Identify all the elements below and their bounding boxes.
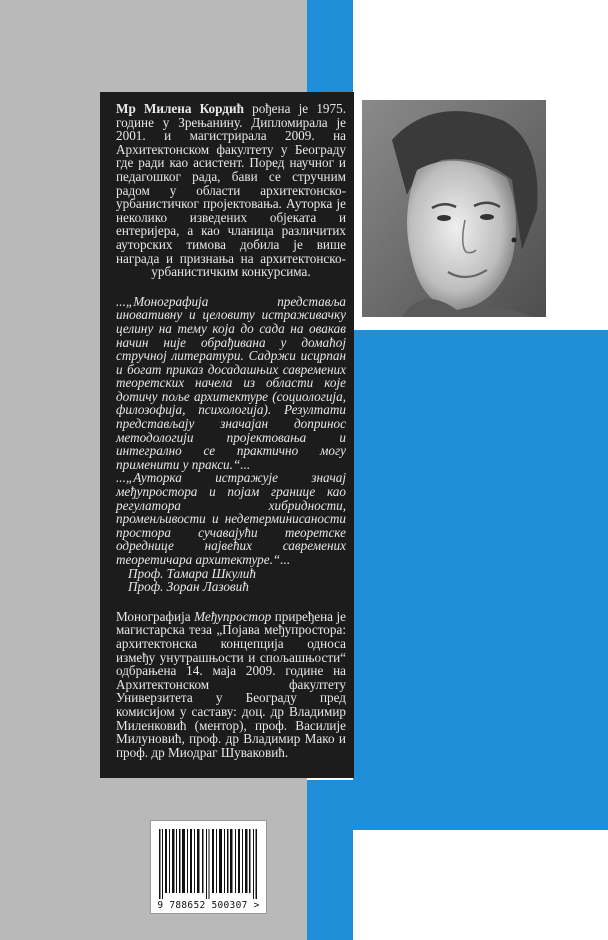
- isbn-barcode: [150, 820, 267, 914]
- reviewer-signature-2: Проф. Зоран Лазовић: [128, 579, 249, 595]
- text-panel: [100, 92, 354, 778]
- monograph-prefix: Монографија: [116, 608, 195, 624]
- author-bio: [116, 102, 346, 279]
- background-blue-strip-lower: [307, 780, 353, 940]
- monograph-info: [116, 610, 346, 760]
- author-name: Мр Милена Кордић: [116, 101, 244, 116]
- author-portrait: [362, 100, 546, 317]
- barcode-icon: [151, 825, 266, 903]
- review-quote-1: ...„Монографија представља иновативну и целовиту истраживачку целину на тему која до сада на овакав начин није обрађивана у домаћој стручној литератури. Садржи исцрпан и богат приказ досадашњих савремених теоретских начела из области које дотичу поље архитектуре (социологија, филозофија, психологија). Резултати представљају значајан допринос методологији пројектовања и интегрално се практично могу применити у пракси.“...: [116, 293, 346, 472]
- background-white-corner: [353, 830, 608, 940]
- portrait-icon: [362, 100, 546, 317]
- monograph-title: Међупростор: [194, 608, 272, 624]
- monograph-text: приређена је магистарска теза „Појава међупростора: архитектонска концепција односа између унутрашњости и спољашњости“ одбрањена 14. маја 2009. године на Архитектонском факултету Универзитета у Београду пред комисијом у саставу: доц. др Владимир Миленковић (ментор), проф. Василије Милуновић, проф. др Владимир Мако и проф. др Миодраг Шуваковић.: [116, 608, 346, 760]
- reviewer-signature-1: Проф. Тамара Шкулић: [128, 565, 256, 581]
- review-quote-2: ...„Ауторка истражује значај међупростора и појам границе као регулатора хибридности, променљивости и недетерминисаности простора сучавајући теоретске одреднице највећих савремених теоретичара архитектуре.“...: [116, 470, 346, 567]
- background-blue-block: [353, 330, 608, 830]
- author-bio-text: рођена је 1975. године у Зрењанину. Дипломирала је 2001. и магистрирала 2009. на Архитектонском факултету у Београду где ради као асистент. Поред научног и педагошког рада, бави се стручним радом у области архитектонско-урбанистичког пројектовања. Ауторка је неколико изведених објеката и ентеријера, а као чланица различитих ауторских тимова добила је више награда и признања на архитектонско-урбанистичким конкурсима.: [116, 101, 346, 280]
- isbn-number: 9 788652 500307 >: [157, 900, 260, 911]
- panel-text: [116, 102, 346, 759]
